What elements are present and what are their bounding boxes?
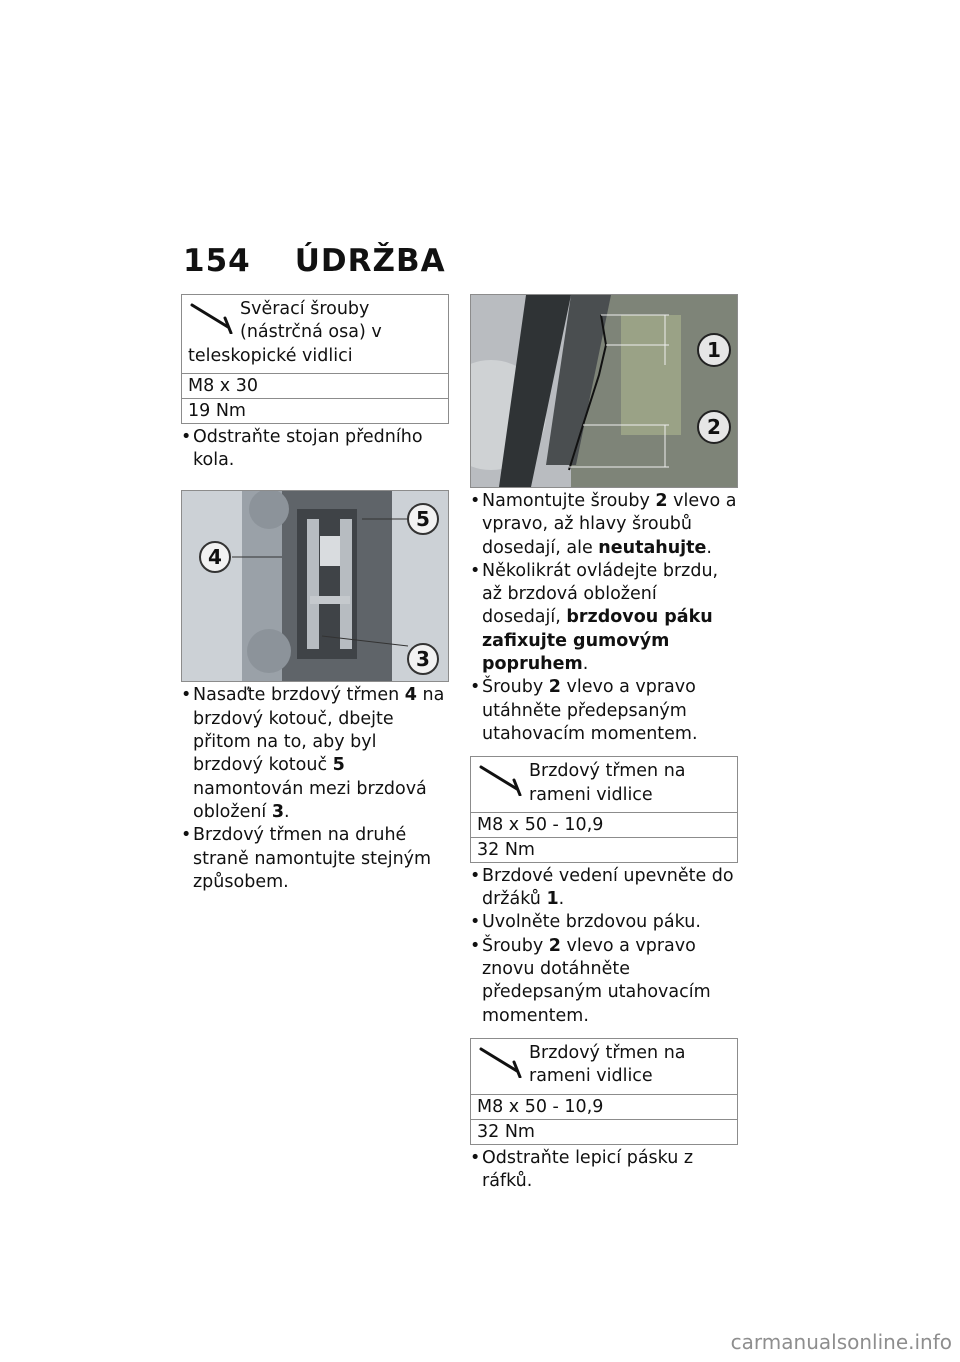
torque-spec-label: Brzdový třmen na rameni vidlice: [529, 761, 686, 805]
step-list: [181, 426, 449, 473]
step-item: • Namontujte šrouby 2 vlevo a vpravo, až hlavy šroubů dosedají, ale neutahujte.: [470, 490, 738, 560]
callout-1: 1: [707, 338, 721, 362]
step-item: • Odstraňte stojan předního kola.: [181, 426, 449, 473]
torque-wrench-icon: [477, 1042, 527, 1078]
torque-wrench-icon: [188, 298, 238, 334]
step-list: [470, 490, 738, 746]
torque-spec-value: 32 Nm: [471, 1119, 737, 1144]
watermark-link[interactable]: carmanualsonline.info: [730, 1330, 952, 1354]
step-item: • Šrouby 2 vlevo a vpravo utáhněte předepsaným utahovacím momentem.: [470, 676, 738, 746]
torque-spec-value: 32 Nm: [471, 837, 737, 862]
step-item: • Odstraňte lepicí pásku z ráfků.: [470, 1147, 738, 1194]
step-item: • Šrouby 2 vlevo a vpravo znovu dotáhněte předepsaným utahovacím momentem.: [470, 935, 738, 1028]
torque-spec-box: [470, 1038, 738, 1145]
torque-spec-header: [182, 295, 448, 373]
torque-spec-header: [471, 1039, 737, 1094]
callout-2: 2: [707, 415, 721, 439]
brake-caliper-illustration: [182, 491, 448, 681]
step-item: • Nasaďte brzdový třmen 4 na brzdový kotouč, dbejte přitom na to, aby byl brzdový kotouč 5 namontován mezi brzdová obložení 3.: [181, 684, 449, 824]
page-header: [183, 243, 446, 279]
callout-4: 4: [208, 545, 222, 570]
step-list: [470, 1147, 738, 1194]
left-column: [181, 294, 449, 894]
section-title: ÚDRŽBA: [294, 243, 446, 279]
torque-wrench-icon: [477, 760, 527, 796]
torque-spec-box: [470, 756, 738, 863]
torque-spec-size: M8 x 50 - 10,9: [471, 812, 737, 837]
step-list: [470, 865, 738, 1028]
callout-5: 5: [416, 507, 430, 532]
page-number: 154: [183, 243, 251, 279]
step-list: [181, 684, 449, 894]
front-fork-figure: [470, 294, 738, 488]
right-column: [470, 294, 738, 1193]
step-item: • Uvolněte brzdovou páku.: [470, 911, 738, 934]
torque-spec-size: M8 x 50 - 10,9: [471, 1094, 737, 1119]
callout-3: 3: [416, 647, 430, 672]
step-item: • Brzdový třmen na druhé straně namontujte stejným způsobem.: [181, 824, 449, 894]
torque-spec-header: [471, 757, 737, 812]
torque-spec-value: 19 Nm: [182, 398, 448, 423]
torque-spec-box: [181, 294, 449, 424]
step-item: • Několikrát ovládejte brzdu, až brzdová obložení dosedají, brzdovou páku zafixujte gumovým popruhem.: [470, 560, 738, 676]
step-item: • Brzdové vedení upevněte do držáků 1.: [470, 865, 738, 912]
torque-spec-label: Svěrací šrouby (nástrčná osa) v teleskopické vidlici: [188, 299, 382, 366]
torque-spec-label: Brzdový třmen na rameni vidlice: [529, 1042, 686, 1087]
front-fork-illustration: [471, 295, 737, 487]
torque-spec-size: M8 x 30: [182, 373, 448, 398]
brake-caliper-figure: [181, 490, 449, 682]
